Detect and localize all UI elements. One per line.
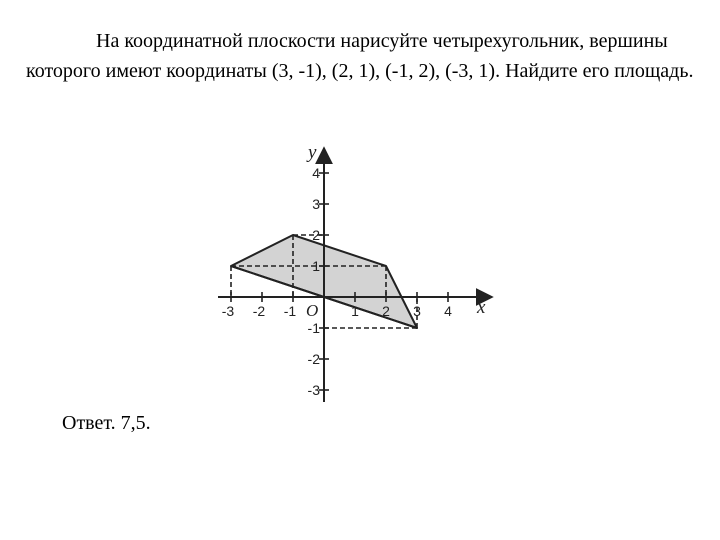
y-tick-label: 3 [312,196,320,212]
x-tick-label: 1 [351,303,359,319]
x-tick-label: -1 [283,303,297,319]
origin-label: O [306,301,319,320]
problem-text: На координатной плоскости нарисуйте четырехугольник, вершины которого имеют координаты (3, -1), (2, 1), (-1, 2), (-3, 1). Найдите его площадь. [26,30,694,82]
y-tick-label: -1 [307,320,320,336]
y-tick-label: 1 [312,258,320,274]
x-tick-label: -2 [252,303,266,319]
x-tick-label: 4 [444,303,452,319]
x-tick-label: 3 [413,303,421,319]
y-tick-label: -3 [307,382,320,398]
x-tick-label: -3 [221,303,235,319]
x-axis-label: x [477,297,486,318]
y-tick-label: 4 [312,165,320,181]
y-axis-label: y [308,142,317,163]
x-tick-label: 2 [382,303,390,319]
y-tick-label: -2 [307,351,320,367]
y-tick-label: 2 [312,227,320,243]
answer: Ответ. 7,5. [62,412,151,434]
